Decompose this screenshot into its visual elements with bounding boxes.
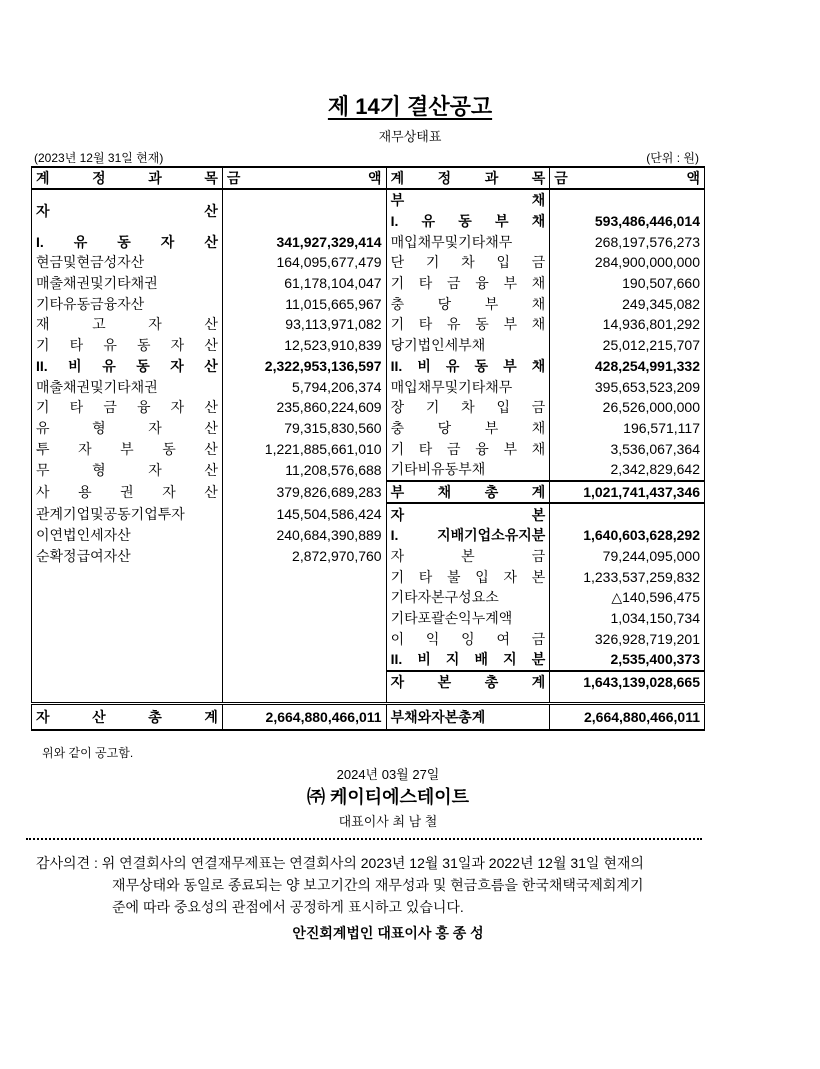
col-header-amount: 금 액 <box>222 167 386 189</box>
liability-equity-item-amount: 395,653,523,209 <box>550 376 705 397</box>
liability-equity-item-amount: 1,640,603,628,292 <box>550 525 705 546</box>
liability-equity-item-amount: 190,507,660 <box>550 273 705 294</box>
asset-item-amount: 240,684,390,889 <box>222 525 386 546</box>
liability-equity-item-amount: 593,486,446,014 <box>550 211 705 232</box>
unit-note: (단위 : 원) <box>646 151 699 165</box>
asset-item-name: 유 형 자 산 <box>32 418 223 439</box>
empty-cell <box>386 693 550 704</box>
asset-item-amount: 2,872,970,760 <box>222 546 386 567</box>
liability-equity-item-amount: 196,571,117 <box>550 418 705 439</box>
empty-cell <box>222 693 386 704</box>
asset-item-amount: 164,095,677,479 <box>222 252 386 273</box>
liability-equity-item-name: II. 비 지 배 지 분 <box>386 649 550 671</box>
asset-item-name: 사 용 권 자 산 <box>32 481 223 504</box>
asset-item-amount: 5,794,206,374 <box>222 376 386 397</box>
liability-equity-item-name: 기 타 금 융 부 채 <box>386 273 550 294</box>
asset-item-name: 무 형 자 산 <box>32 459 223 481</box>
audit-opinion <box>36 852 696 918</box>
table-row <box>32 459 705 481</box>
table-row <box>32 314 705 335</box>
asset-item-name: I. 유 동 자 산 <box>32 231 223 252</box>
liability-equity-item-name: 충 당 부 채 <box>386 293 550 314</box>
asset-item-amount: 2,322,953,136,597 <box>222 356 386 377</box>
table-row <box>32 273 705 294</box>
asset-item-name: 현금및현금성자산 <box>32 252 223 273</box>
liability-equity-item-amount: 249,345,082 <box>550 293 705 314</box>
asset-total-amount: 2,664,880,466,011 <box>222 703 386 730</box>
liability-equity-item-name: 기타비유동부채 <box>386 459 550 481</box>
table-row <box>32 438 705 459</box>
asset-item-amount: 11,208,576,688 <box>222 459 386 481</box>
spacer-row <box>32 693 705 704</box>
table-row <box>32 503 705 525</box>
liability-equity-item-name: 단 기 차 입 금 <box>386 252 550 273</box>
liability-equity-item-name: 이 익 잉 여 금 <box>386 628 550 649</box>
liability-equity-item-name: 매입채무및기타채무 <box>386 231 550 252</box>
empty-cell <box>32 671 223 693</box>
asset-item-name: 기타유동금융자산 <box>32 293 223 314</box>
table-row <box>32 649 705 671</box>
amount-cell <box>222 189 386 231</box>
asset-item-amount: 79,315,830,560 <box>222 418 386 439</box>
table-row <box>32 231 705 252</box>
liability-equity-item-name: 부 채 총 계 <box>386 481 550 504</box>
asset-section-label: 자 산 <box>32 189 223 231</box>
asset-item-name: II. 비 유 동 자 산 <box>32 356 223 377</box>
liability-equity-item-amount: 1,034,150,734 <box>550 608 705 629</box>
empty-cell <box>222 649 386 671</box>
liability-equity-item-amount: △140,596,475 <box>550 587 705 608</box>
asset-item-name: 이연법인세자산 <box>32 525 223 546</box>
liability-equity-item-name: 기 타 금 융 부 채 <box>386 438 550 459</box>
asset-item-name: 관계기업및공동기업투자 <box>32 503 223 525</box>
audit-line-2: 재무상태와 동일로 종료되는 양 보고기간의 재무성과 및 현금흐름을 한국채택국제회계기 <box>112 877 644 893</box>
liability-equity-item-amount: 284,900,000,000 <box>550 252 705 273</box>
liability-equity-item-name: 충 당 부 채 <box>386 418 550 439</box>
asset-item-name: 기 타 금 융 자 산 <box>32 397 223 418</box>
table-row <box>32 628 705 649</box>
liability-equity-item-amount: 2,342,829,642 <box>550 459 705 481</box>
table-row <box>32 566 705 587</box>
asset-item-name: 순확정급여자산 <box>32 546 223 567</box>
liability-equity-item-name: II. 비 유 동 부 채 <box>386 356 550 377</box>
asset-item-amount: 145,504,586,424 <box>222 503 386 525</box>
asset-item-amount: 11,015,665,967 <box>222 293 386 314</box>
liability-equity-item-name: 매입채무및기타채무 <box>386 376 550 397</box>
liability-equity-item-amount: 25,012,215,707 <box>550 335 705 356</box>
table-header-row <box>32 167 705 189</box>
asset-item-amount: 341,927,329,414 <box>222 231 386 252</box>
liability-equity-item-amount: 268,197,576,273 <box>550 231 705 252</box>
col-header-item-right: 계 정 과 목 <box>386 167 550 189</box>
col-header-item: 계 정 과 목 <box>32 167 223 189</box>
asset-total-label: 자 산 총 계 <box>32 703 223 730</box>
asset-item-amount: 235,860,224,609 <box>222 397 386 418</box>
table-row <box>32 335 705 356</box>
total-row <box>32 703 705 730</box>
empty-cell <box>32 587 223 608</box>
liability-equity-item-name: 장 기 차 입 금 <box>386 397 550 418</box>
liability-equity-item-amount: 326,928,719,201 <box>550 628 705 649</box>
empty-cell <box>32 628 223 649</box>
amount-cell <box>550 189 705 211</box>
liability-equity-item-amount: 1,021,741,437,346 <box>550 481 705 504</box>
table-row <box>32 252 705 273</box>
liability-equity-item-amount: 2,535,400,373 <box>550 649 705 671</box>
liability-equity-item-name: 당기법인세부채 <box>386 335 550 356</box>
table-row <box>32 376 705 397</box>
section-label: 부 채 <box>386 189 550 211</box>
dotted-divider <box>26 838 702 840</box>
empty-cell <box>222 608 386 629</box>
liability-equity-item-name: 기 타 불 입 자 본 <box>386 566 550 587</box>
balance-sheet-table <box>31 166 705 731</box>
announcement-text: 위와 같이 공고함. <box>42 746 134 760</box>
table-row <box>32 418 705 439</box>
table-row <box>32 546 705 567</box>
table-row <box>32 356 705 377</box>
table-row <box>32 189 705 211</box>
asset-item-amount: 93,113,971,082 <box>222 314 386 335</box>
asset-item-name: 재 고 자 산 <box>32 314 223 335</box>
table-row <box>32 587 705 608</box>
asset-item-name: 기 타 유 동 자 산 <box>32 335 223 356</box>
auditor-name: 안진회계법인 대표이사 홍 종 성 <box>292 925 484 941</box>
empty-cell <box>32 566 223 587</box>
asset-item-amount: 12,523,910,839 <box>222 335 386 356</box>
asset-item-amount: 1,221,885,661,010 <box>222 438 386 459</box>
asset-item-amount: 379,826,689,283 <box>222 481 386 504</box>
liability-equity-item-name: I. 지배기업소유지분 <box>386 525 550 546</box>
liability-equity-item-amount: 428,254,991,332 <box>550 356 705 377</box>
asset-item-name: 매출채권및기타채권 <box>32 273 223 294</box>
grand-total-amount: 2,664,880,466,011 <box>550 703 705 730</box>
empty-cell <box>550 693 705 704</box>
table-row <box>32 397 705 418</box>
empty-cell <box>222 671 386 693</box>
liability-equity-item-amount: 3,536,067,364 <box>550 438 705 459</box>
section-label: 자 본 <box>386 503 550 525</box>
asset-item-name: 매출채권및기타채권 <box>32 376 223 397</box>
audit-line-1: 감사의견 : 위 연결회사의 연결재무제표는 연결회사의 2023년 12월 31일과 2022년 12월 31일 현재의 <box>36 855 644 871</box>
liability-equity-item-name: I. 유 동 부 채 <box>386 211 550 232</box>
liability-equity-item-name: 자 본 총 계 <box>386 671 550 693</box>
asset-item-amount: 61,178,104,047 <box>222 273 386 294</box>
table-row <box>32 525 705 546</box>
liability-equity-item-amount: 1,643,139,028,665 <box>550 671 705 693</box>
empty-cell <box>222 587 386 608</box>
empty-cell <box>222 566 386 587</box>
empty-cell <box>32 693 223 704</box>
liability-equity-item-amount: 1,233,537,259,832 <box>550 566 705 587</box>
table-row <box>32 481 705 504</box>
statement-subtitle: 재무상태표 <box>378 129 442 144</box>
asset-item-name: 투 자 부 동 산 <box>32 438 223 459</box>
empty-cell <box>32 649 223 671</box>
publication-date: 2024년 03월 27일 <box>336 767 440 782</box>
liability-equity-item-amount: 26,526,000,000 <box>550 397 705 418</box>
empty-cell <box>32 608 223 629</box>
page-title: 제 14기 결산공고 <box>327 94 493 119</box>
col-header-amount-right: 금 액 <box>550 167 705 189</box>
liability-equity-item-amount: 14,936,801,292 <box>550 314 705 335</box>
date-note: (2023년 12월 31일 현재) <box>34 151 164 165</box>
table-row <box>32 671 705 693</box>
company-name: ㈜ 케이티에스테이트 <box>306 787 470 807</box>
table-row <box>32 608 705 629</box>
grand-total-label: 부채와자본총계 <box>386 703 550 730</box>
liability-equity-item-name: 기 타 유 동 부 채 <box>386 314 550 335</box>
liability-equity-item-name: 기타자본구성요소 <box>386 587 550 608</box>
table-row <box>32 293 705 314</box>
liability-equity-item-name: 자 본 금 <box>386 546 550 567</box>
liability-equity-item-amount: 79,244,095,000 <box>550 546 705 567</box>
amount-cell <box>550 503 705 525</box>
audit-line-3: 준에 따라 중요성의 관점에서 공정하게 표시하고 있습니다. <box>112 899 464 915</box>
ceo-name: 대표이사 최 남 철 <box>338 814 438 829</box>
liability-equity-item-name: 기타포괄손익누계액 <box>386 608 550 629</box>
empty-cell <box>222 628 386 649</box>
